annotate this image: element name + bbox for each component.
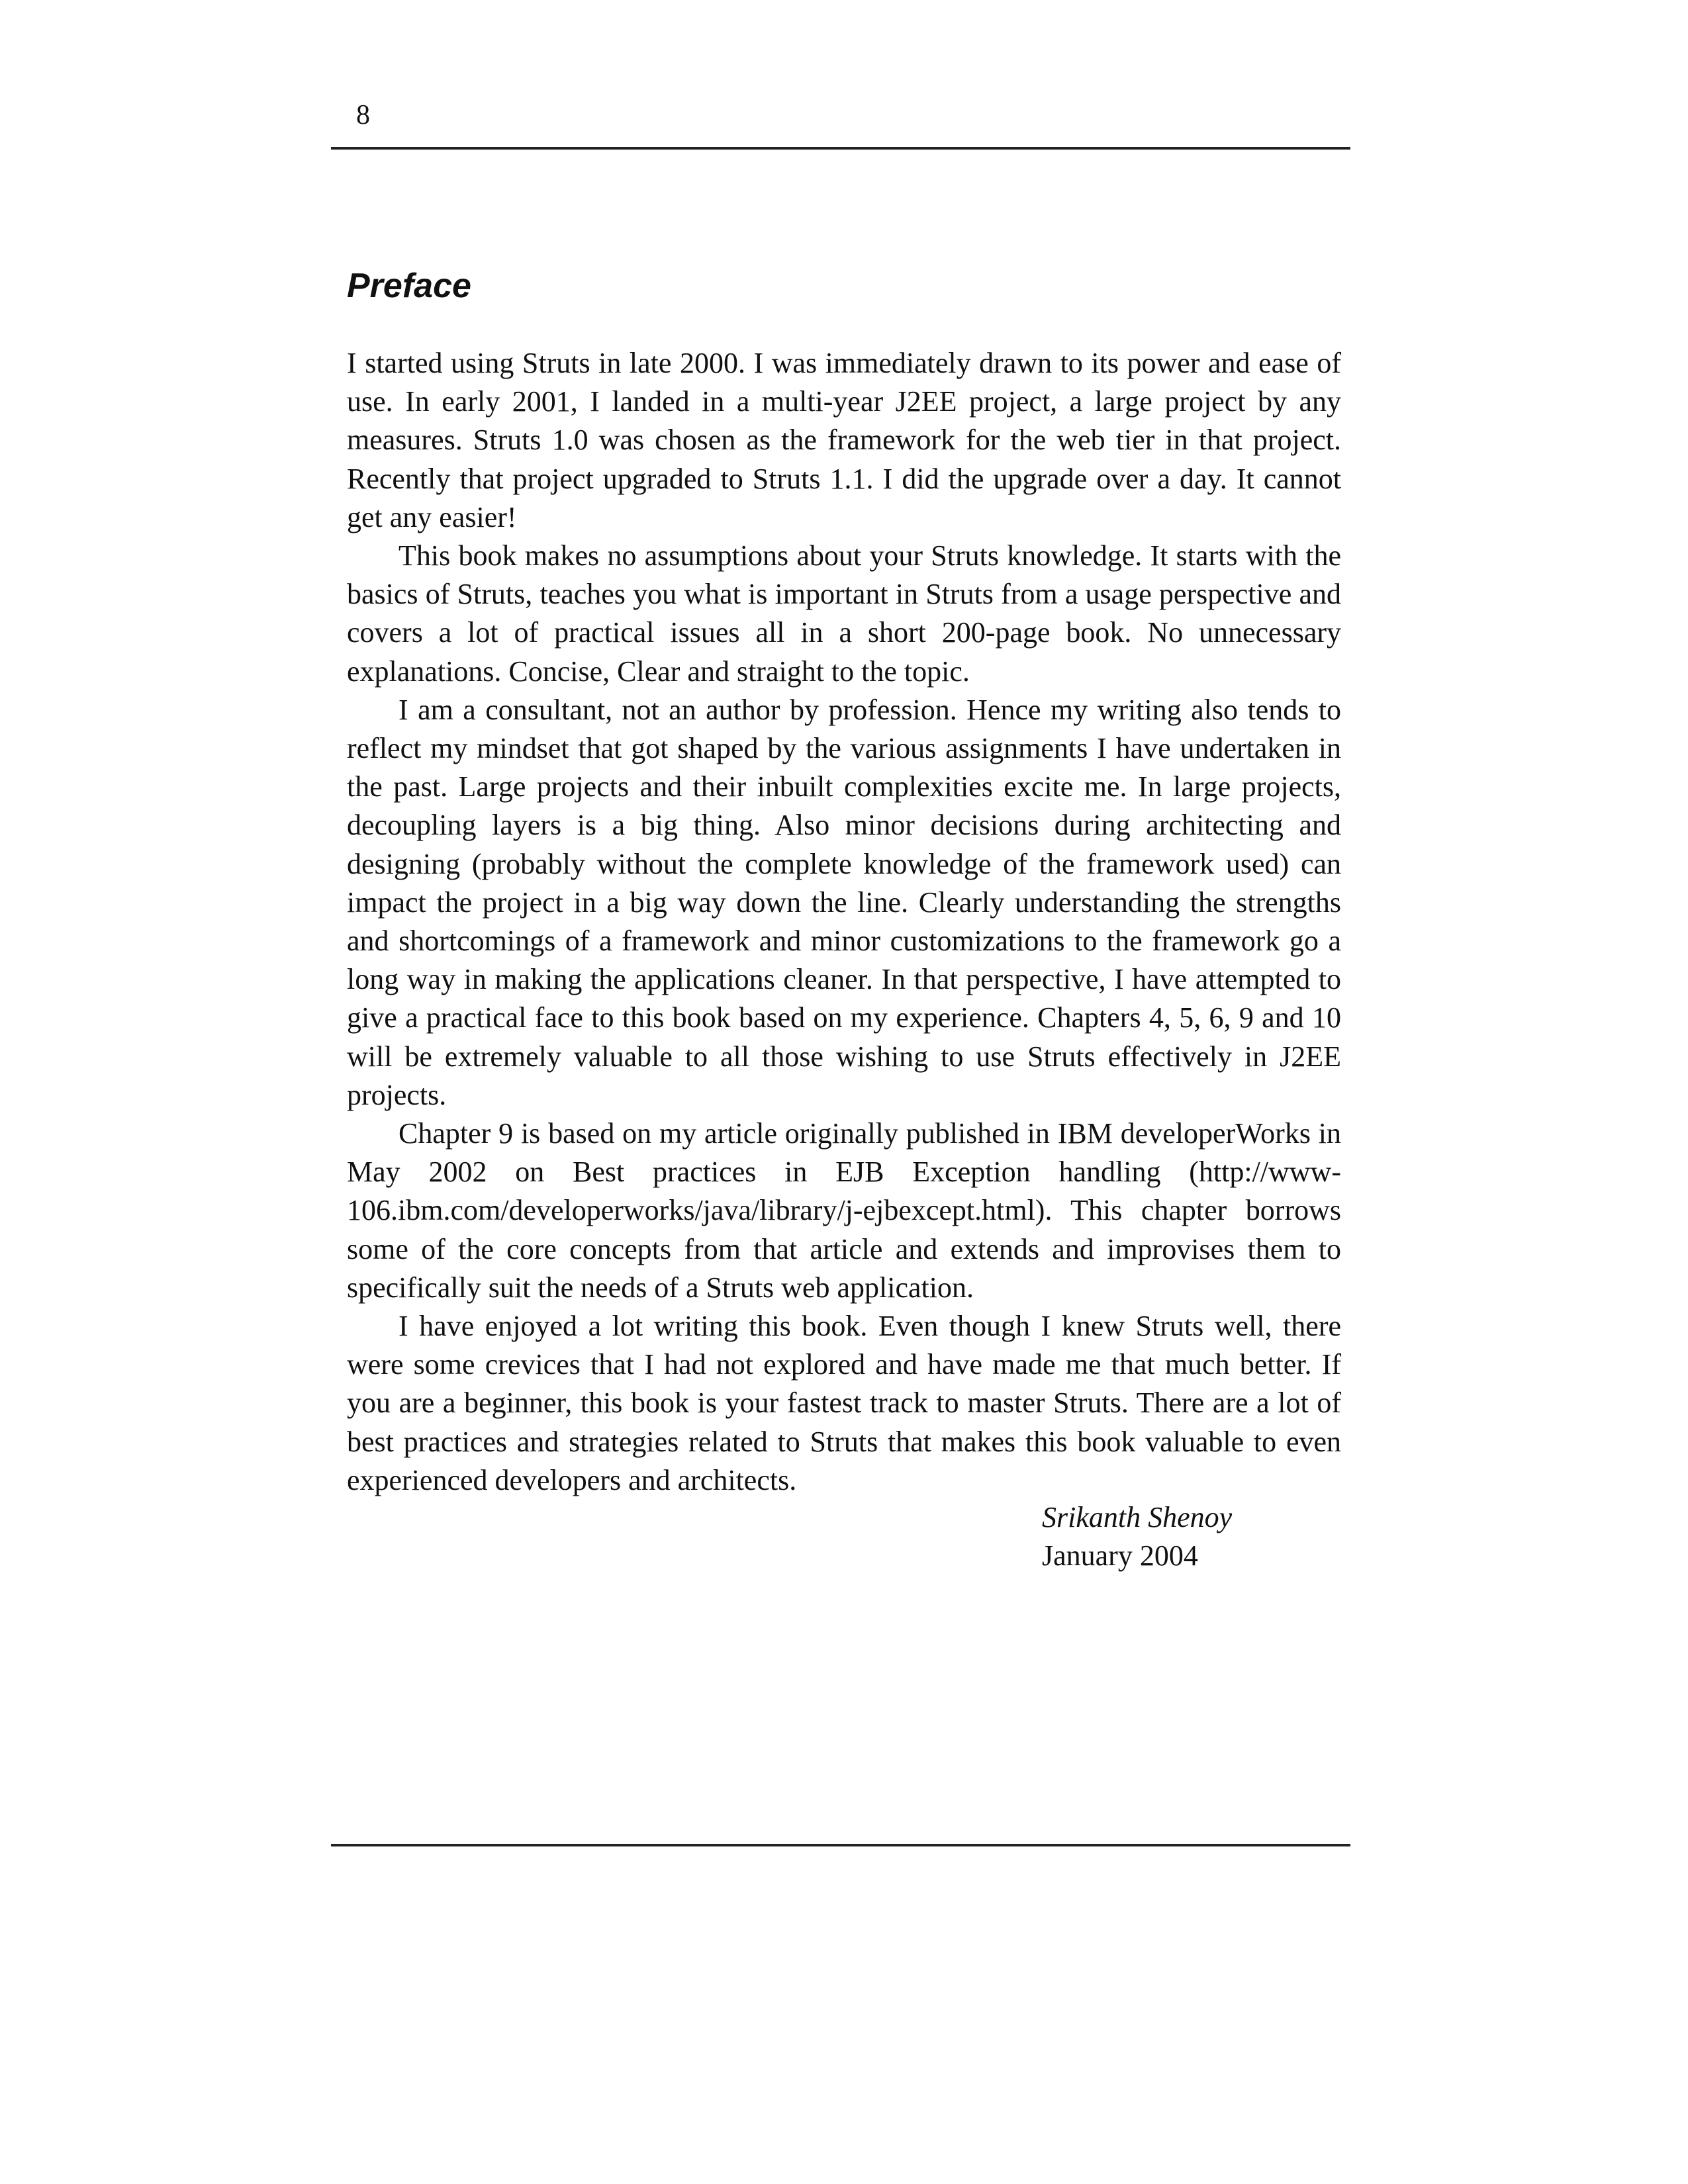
signature-block — [1042, 1498, 1232, 1575]
header-rule — [331, 147, 1350, 150]
paragraph: This book makes no assumptions about your Struts knowledge. It starts with the basics of Struts, teaches you what is important in Struts from a usage perspective and covers a lot of practical issues all in a short 200-page book. No unnecessary explanations. Concise, Clear and straight to the topic. — [347, 539, 1341, 688]
page-number: 8 — [356, 100, 370, 130]
paragraph: Chapter 9 is based on my article originally published in IBM developerWorks in May 2002 on Best practices in EJB Exception handling (http://www-106.ibm.com/developerworks/java/library/j-ejbexcept.html). This chapter borrows some of the core concepts from that article and extends and improvises them to specifically suit the needs of a Struts web application. — [347, 1117, 1341, 1304]
author-name: Srikanth Shenoy — [1042, 1501, 1233, 1533]
signature-date: January 2004 — [1042, 1539, 1198, 1572]
preface-body — [347, 344, 1341, 1500]
paragraph: I have enjoyed a lot writing this book. Even though I knew Struts well, there were some crevices that I had not explored and have made me that much better. If you are a beginner, this book is your fastest track to master Struts. There are a lot of best practices and strategies related to Struts that makes this book valuable to even experienced developers and architects. — [347, 1310, 1341, 1496]
footer-rule — [331, 1844, 1350, 1846]
paragraph: I am a consultant, not an author by profession. Hence my writing also tends to reflect my mindset that got shaped by the various assignments I have undertaken in the past. Large projects and their inbuilt complexities excite me. In large projects, decoupling layers is a big thing. Also minor decisions during architecting and designing (probably without the complete knowledge of the framework used) can impact the project in a big way down the line. Clearly understanding the strengths and shortcomings of a framework and minor customizations to the framework go a long way in making the applications cleaner. In that perspective, I have attempted to give a practical face to this book based on my experience. Chapters 4, 5, 6, 9 and 10 will be extremely valuable to all those wishing to use Struts effectively in J2EE projects. — [347, 693, 1341, 1111]
paragraph: I started using Struts in late 2000. I was immediately drawn to its power and ease of use. In early 2001, I landed in a multi-year J2EE project, a large project by any measures. Struts 1.0 was chosen as the framework for the web tier in that project. Recently that project upgraded to Struts 1.1. I did the upgrade over a day. It cannot get any easier! — [347, 347, 1341, 533]
page-title: Preface — [347, 267, 471, 305]
